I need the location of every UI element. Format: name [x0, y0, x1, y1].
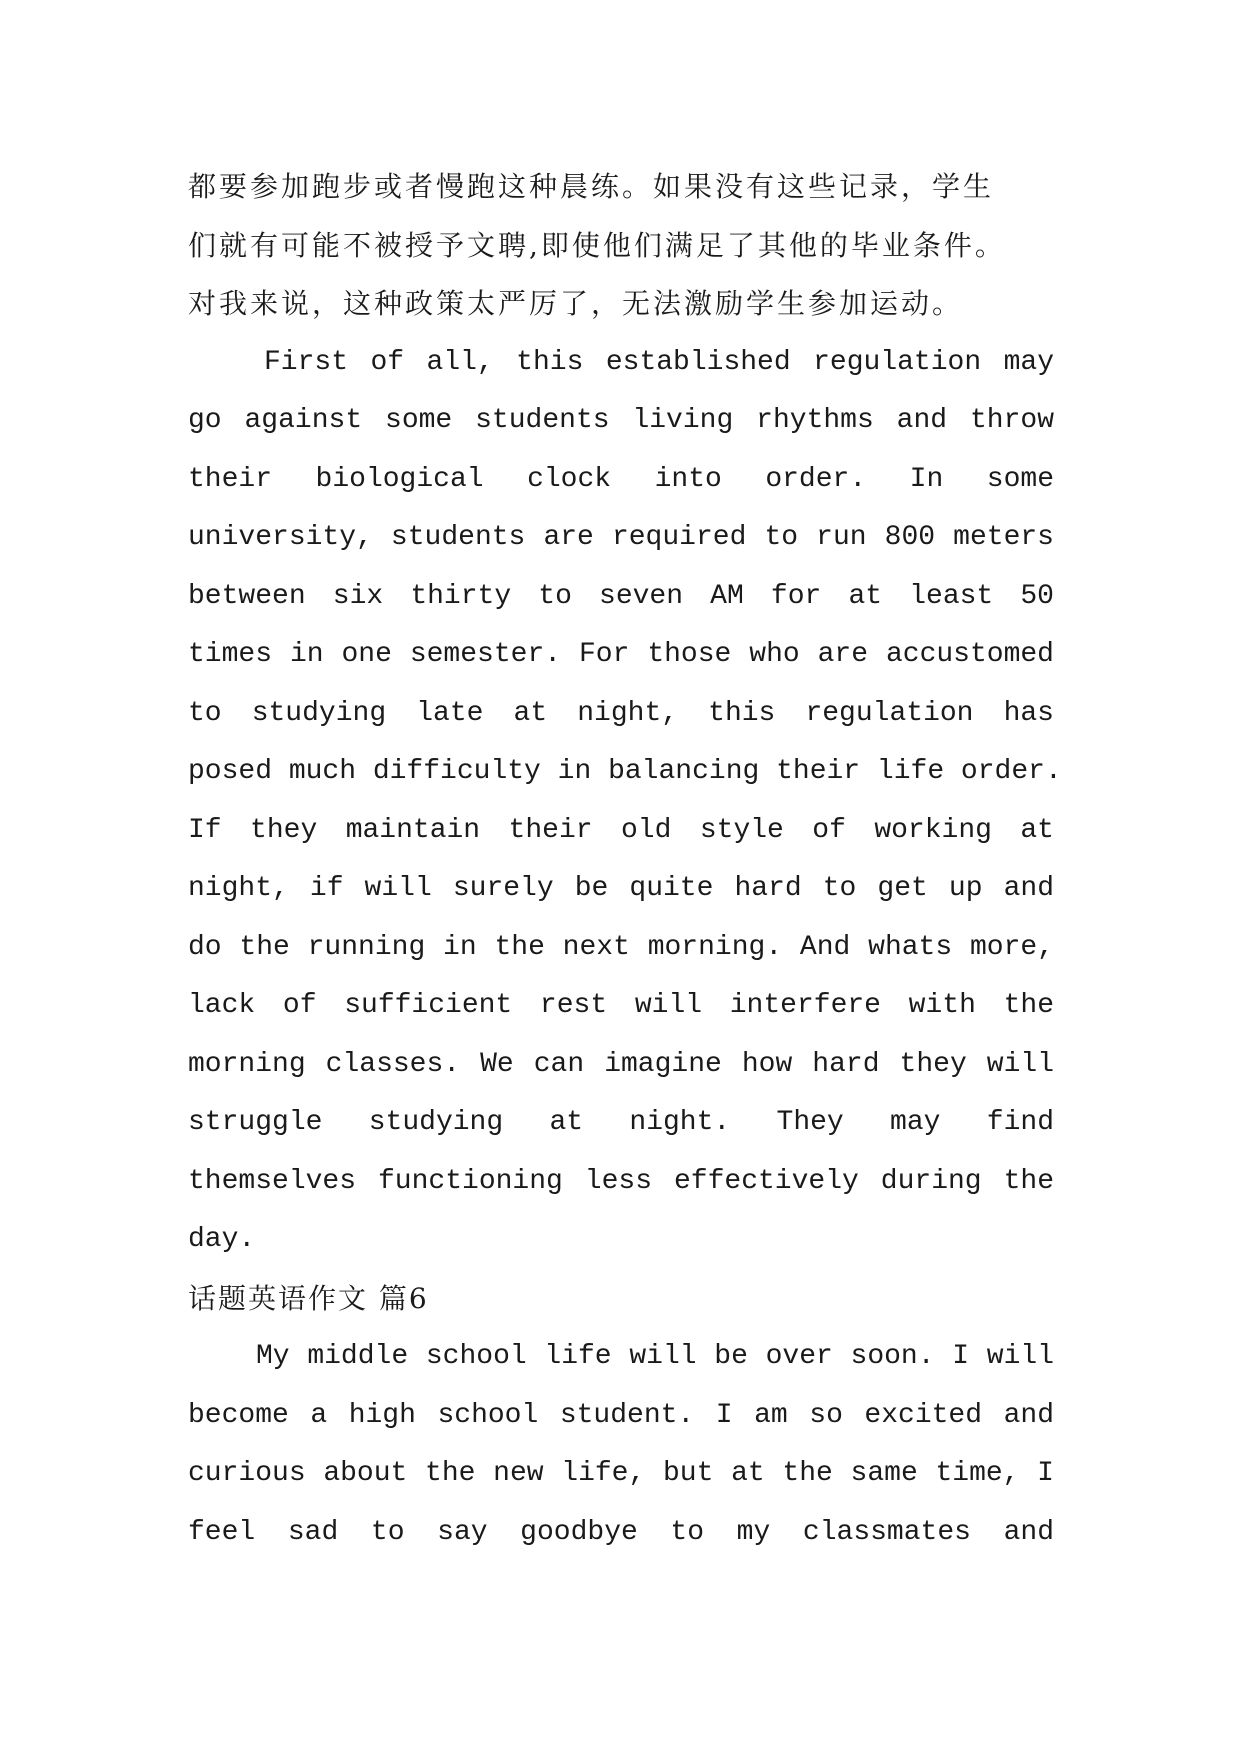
english-line: curious about the new life, but at the same time, I [188, 1458, 1054, 1489]
english-line: My middle school life will be over soon. I will [256, 1341, 1054, 1372]
english-line: go against some students living rhythms and throw [188, 405, 1054, 436]
english-line: posed much difficulty in balancing their life order. [188, 756, 1062, 787]
english-line: If they maintain their old style of working at [188, 814, 1054, 846]
english-line: morning classes. We can imagine how hard they will [188, 1048, 1054, 1080]
chinese-line: 都要参加跑步或者慢跑这种晨练。如果没有这些记录，学生 [188, 170, 995, 203]
english-line: do the running in the next morning. And whats more, [188, 931, 1054, 963]
english-line: themselves functioning less effectively during the [188, 1165, 1054, 1197]
chinese-line: 们就有可能不被授予文聘,即使他们满足了其他的毕业条件。 [188, 228, 1006, 262]
english-line: between six thirty to seven AM for at least 50 [188, 580, 1054, 612]
english-line: struggle studying at night. They may find [188, 1107, 1054, 1138]
english-line: their biological clock into order. In some [188, 463, 1054, 495]
english-line: times in one semester. For those who are accustomed [188, 639, 1054, 670]
english-line: lack of sufficient rest will interfere with the [188, 990, 1054, 1021]
english-line: university, students are required to run 800 meters [188, 522, 1054, 553]
english-line: feel sad to say goodbye to my classmates and [188, 1516, 1054, 1548]
section-heading: 话题英语作文 篇6 [188, 1281, 429, 1315]
chinese-line: 对我来说，这种政策太严厉了，无法激励学生参加运动。 [188, 287, 964, 320]
english-line: day. [188, 1224, 256, 1255]
english-line: First of all, this established regulation may [264, 346, 1054, 378]
english-line: night, if will surely be quite hard to get up and [188, 873, 1054, 904]
document-page [188, 158, 1062, 1562]
english-line: to studying late at night, this regulation has [188, 697, 1054, 729]
english-line: become a high school student. I am so excited and [188, 1399, 1054, 1431]
